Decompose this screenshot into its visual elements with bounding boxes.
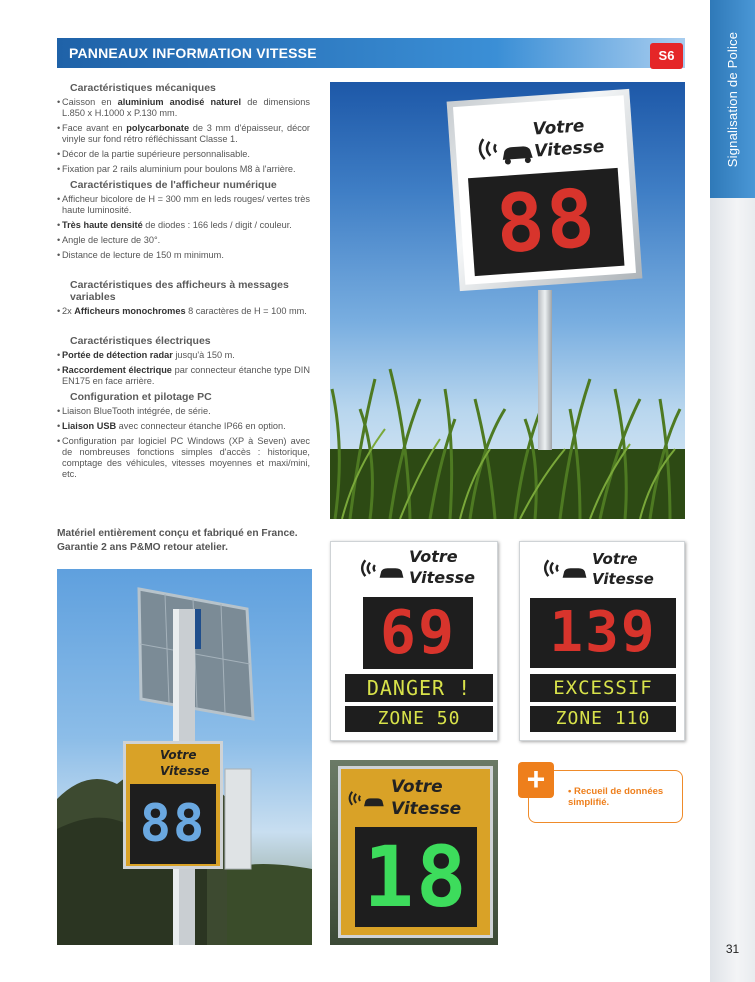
list-item: • Liaison BlueTooth intégrée, de série. [57,406,211,416]
list-item: • 2x Afficheurs monochromes 8 caractères de H = 100 mm. [57,306,307,316]
list-item: • Configuration par logiciel PC Windows (XP à Seven) avec de nombreuses fonctions simples d'accès : historique, comptage des véhicules, vitesses moyennes et maxi/mini, etc. [57,436,310,479]
sign-title-votre: Votre [532,116,585,140]
radar-car-icon [542,554,588,584]
sign-title-votre: Votre [592,550,638,568]
list-item: • Raccordement électrique par connecteur étanche type DIN EN175 en face arrière. [57,365,310,386]
main-sign-face [453,95,636,284]
sign-title-vitesse: Vitesse [533,136,605,162]
list-item: • Caisson en aluminium anodisé naturel de dimensions L.850 x H.1000 x P.130 mm. [57,97,310,118]
sidebar-label: Signalisation de Police [725,31,740,167]
plus-icon: + [518,762,554,798]
solar-sign [123,741,223,869]
sign-title-votre: Votre [160,748,197,762]
section-title: PANNEAUX INFORMATION VITESSE [69,45,317,61]
solar-pole-photo [57,569,312,945]
list-item: • Décor de la partie supérieure personnalisable. [57,149,250,159]
list-item: • Portée de détection radar jusqu'à 150 m. [57,350,235,360]
list-item: • Distance de lecture de 150 m minimum. [57,250,224,260]
section-heading: Configuration et pilotage PC [70,391,212,403]
list-item: • Angle de lecture de 30°. [57,235,161,245]
green-sign [338,766,493,938]
highlight-text: • Recueil de données simplifié. [568,786,664,808]
footer-note [57,527,317,555]
message-line-1: EXCESSIF [530,674,676,702]
footer-line: Matériel entièrement conçu et fabriqué en France. [57,528,298,539]
message-line-1: DANGER ! [345,674,493,702]
list-item: • Très haute densité de diodes : 166 leds / digit / couleur. [57,220,292,230]
sign-pole [538,290,552,450]
sign-title-votre: Votre [391,777,443,797]
footer-line: Garantie 2 ans P&MO retour atelier. [57,542,228,553]
specs-column [57,82,310,484]
led-digits: 139 [549,600,657,665]
radar-car-icon [359,554,405,584]
sidebar-label-wrap [710,0,755,198]
radar-car-icon [475,130,535,168]
radar-car-icon [347,785,385,813]
right-sidebar [710,0,755,982]
message-line-2: ZONE 50 [345,706,493,732]
sign-panel-excessif [519,541,685,741]
list-item: • Afficheur bicolore de H = 300 mm en leds rouges/ vertes très haute luminosité. [57,194,310,215]
message-line-2: ZONE 110 [530,706,676,732]
sign-panel-danger [330,541,498,741]
section-heading: Caractéristiques de l'afficheur numérique [70,179,277,191]
list-item: • Liaison USB avec connecteur étanche IP66 en option. [57,421,286,431]
grass-image [330,329,685,519]
main-sign [447,89,643,291]
led-digits: 18 [363,828,469,926]
section-header [57,38,685,68]
section-heading: Caractéristiques électriques [70,335,211,347]
sign-title-votre: Votre [409,547,458,566]
sign-title-vitesse: Vitesse [592,570,654,588]
page-number: 31 [725,942,740,956]
list-item: • Face avant en polycarbonate de 3 mm d'épaisseur, décor vinyle sur fond rétro réfléchissant Classe 1. [57,123,310,144]
sign-panel-green [330,760,498,945]
led-digits: 88 [492,171,600,272]
sign-title-vitesse: Vitesse [409,568,475,587]
sign-title-vitesse: Vitesse [391,799,462,819]
section-heading: Caractéristiques des afficheurs à messages variables [70,279,289,303]
sign-title-vitesse: Vitesse [160,764,210,778]
led-digits: 69 [379,598,457,668]
section-badge: S6 [650,43,683,69]
section-heading: Caractéristiques mécaniques [70,82,216,94]
led-digits: 88 [139,794,207,854]
list-item: • Fixation par 2 rails aluminium pour boulons M8 à l'arrière. [57,164,296,174]
